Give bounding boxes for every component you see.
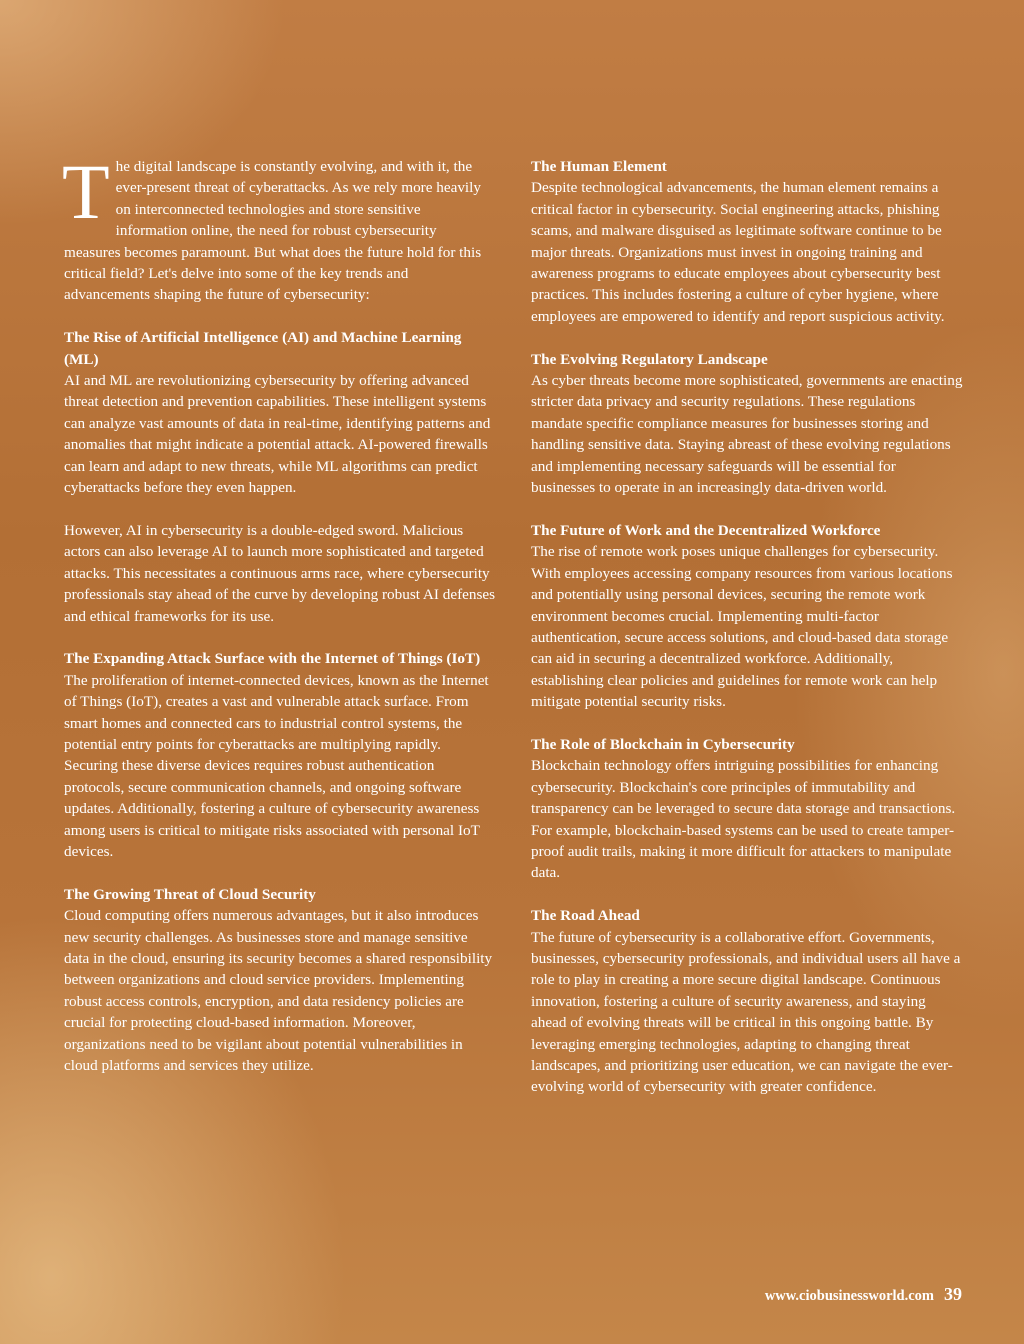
section-paragraph: As cyber threats become more sophisticated, governments are enacting stricter data privacy and security regulations. These regulations mandate specific compliance measures for businesses storing and handling sensitive data. Staying abreast of these evolving regulations and implementing necessary safeguards will be essential for businesses to operate in an increasingly data-driven world. <box>531 372 963 497</box>
section-paragraph: The rise of remote work poses unique challenges for cybersecurity. With employees accessing company resources from various locations and potentially using personal devices, securing the remote work environment becomes crucial. Implementing multi-factor authentication, secure access solutions, and cloud-based data storage can aid in securing a decentralized workforce. Additionally, establishing clear policies and guidelines for remote work can help mitigate potential security risks. <box>531 543 953 711</box>
section-heading: The Future of Work and the Decentralized Workforce <box>531 521 881 539</box>
section-heading: The Rise of Artificial Intelligence (AI) and Machine Learning (ML) <box>64 329 462 368</box>
article-section <box>531 156 963 327</box>
article-section <box>531 734 963 884</box>
section-paragraph: Cloud computing offers numerous advantages, but it also introduces new security challenges. As businesses store and manage sensitive data in the cloud, ensuring its security becomes a shared responsibility between organizations and cloud service providers. Implementing robust access controls, encryption, and data residency policies are crucial for protecting cloud-based information. Moreover, organizations need to be vigilant about potential vulnerabilities in cloud platforms and services they utilize. <box>64 907 493 1074</box>
article-section <box>531 349 963 499</box>
section-paragraph: The future of cybersecurity is a collaborative effort. Governments, businesses, cybersecurity professionals, and individual users all have a role to play in creating a more secure digital landscape. Continuous innovation, fostering a culture of security awareness, and staying ahead of evolving threats will be critical in this ongoing battle. By leveraging emerging technologies, adapting to changing threat landscapes, and prioritizing user education, we can navigate the ever-evolving world of cybersecurity with greater confidence. <box>531 928 961 1096</box>
left-sections <box>64 327 496 1076</box>
intro-paragraph <box>62 148 496 306</box>
article-section <box>531 520 963 713</box>
section-paragraph: AI and ML are revolutionizing cybersecurity by offering advanced threat detection and prevention capabilities. These intelligent systems can analyze vast amounts of data in real-time, identifying patterns and anomalies that might indicate a potential attack. AI-powered firewalls can learn and adapt to new threats, while ML algorithms can predict cyberattacks before they even happen. <box>64 372 491 497</box>
section-heading: The Role of Blockchain in Cybersecurity <box>531 735 795 753</box>
section-paragraph: Despite technological advancements, the human element remains a critical factor in cybersecurity. Social engineering attacks, phishing scams, and malware disguised as legitimate software continue to be major threats. Organizations must invest in ongoing training and awareness programs to educate employees about cybersecurity best practices. This includes fostering a culture of cyber hygiene, where employees are empowered to identify and report suspicious activity. <box>531 179 945 325</box>
page-number: 39 <box>944 1284 962 1304</box>
footer-url[interactable]: www.ciobusinessworld.com <box>764 1288 934 1304</box>
article-section <box>64 327 496 627</box>
section-heading: The Road Ahead <box>531 907 640 925</box>
drop-cap: T <box>62 148 110 235</box>
section-paragraph: The proliferation of internet-connected devices, known as the Internet of Things (IoT), creates a vast and vulnerable attack surface. From smart homes and connected cars to industrial control systems, the potential entry points for cyberattacks are multiplying rapidly. Securing these diverse devices requires robust authentication protocols, secure communication channels, and ongoing software updates. Additionally, fostering a culture of cybersecurity awareness among users is critical to mitigate risks associated with personal IoT devices. <box>64 671 489 860</box>
article-section <box>64 884 496 1077</box>
section-heading: The Human Element <box>531 158 667 175</box>
section-heading: The Expanding Attack Surface with the Internet of Things (IoT) <box>64 650 481 668</box>
article-section <box>64 648 496 862</box>
left-column <box>62 148 496 1098</box>
right-column <box>531 156 963 1119</box>
section-paragraph: Blockchain technology offers intriguing possibilities for enhancing cybersecurity. Blockchain's core principles of immutability and transparency can be leveraged to secure data storage and transactions. For example, blockchain-based systems can be used to create tamper-proof audit trails, making it more difficult for attackers to manipulate data. <box>531 757 956 882</box>
section-paragraph: However, AI in cybersecurity is a double-edged sword. Malicious actors can also leverage AI to launch more sophisticated and targeted attacks. This necessitates a continuous arms race, where cybersecurity professionals stay ahead of the curve by developing robust AI defenses and ethical frameworks for its use. <box>64 521 496 625</box>
intro-text: he digital landscape is constantly evolving, and with it, the ever-present threat of cyberattacks. As we rely more heavily on interconnected technologies and store sensitive information online, the need for robust cybersecurity measures becomes paramount. But what does the future hold for this critical field? Let's delve into some of the key trends and advancements shaping the future of cybersecurity: <box>64 158 482 304</box>
article-section <box>531 905 963 1098</box>
section-heading: The Growing Threat of Cloud Security <box>64 885 316 903</box>
section-heading: The Evolving Regulatory Landscape <box>531 350 768 368</box>
right-sections <box>531 156 963 1098</box>
page-footer <box>765 1284 962 1305</box>
